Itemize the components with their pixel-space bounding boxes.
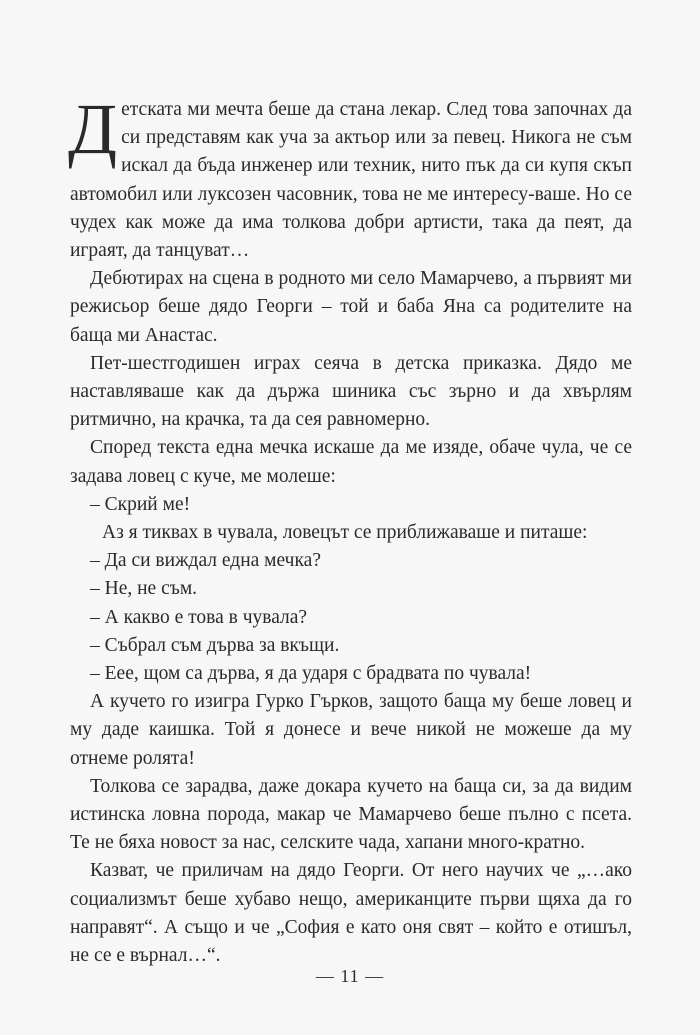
dialogue-line: – Не, не съм. [90,578,198,600]
paragraph-5: А кучето го изигра Гурко Гърков, защото баща му беше ловец и му даде каишка. Той я донесе и вече никой не можеше да му отнеме ролята! [70,691,632,769]
paragraph-1 [68,89,632,265]
paragraph-6: Толкова се зарадва, даже докара кучето на баща си, за да видим истинска ловна порода, макар че Мамарчево беше пълно с псета. Те не бяха новост за нас, селските чада, хапани много-кратно. [70,775,632,854]
paragraph-text: етската ми мечта беше да стана лекар. След това започнах да си представям как уча за актьор или за певец. Никога не съм искал да бъда инженер или техник, нито пък да си купя скъп автомобил или луксозен часовник, това не ме интересу-ваше. Но се чудех как може да има толкова добри артисти, така да пеят, да играят, да танцуват… [70,99,632,262]
page-number: — 11 — [315,966,385,986]
drop-cap: Д [68,89,118,169]
paragraph-3: Пет-шестгодишен играх сеяча в детска приказка. Дядо ме наставляваше как да държа шиника със зърно и да хвърлям ритмично, на крачка, та да сея равномерно. [70,352,632,431]
dialogue-line: – Да си виждал една мечка? [90,550,321,572]
dialogue-line: – Скрий ме! [90,493,191,515]
dialogue-line: – А какво е това в чувала? [90,606,308,628]
page-body [68,89,632,970]
dialogue-line: – Събрал съм дърва за вкъщи. [90,634,340,656]
paragraph-2: Дебютирах на сцена в родното ми село Мамарчево, а първият ми режисьор беше дядо Георги – той и баба Яна са родителите на баща ми Анастас. [70,268,632,346]
paragraph-7: Казват, че приличам на дядо Георги. От него научих че „…ако социализмът беше хубаво нещо, американците първи щяха да го направят“. А също и че „София е като оня свят – който е отишъл, не се е върнал…“. [70,860,632,967]
dialogue-line: – Еее, щом са дърва, я да ударя с брадвата по чувала! [90,663,532,685]
paragraph-4: Според текста една мечка искаше да ме изяде, обаче чула, че се задава ловец с куче, ме молеше: [70,437,632,487]
dialogue-line: Аз я тиквах в чувала, ловецът се приближаваше и питаше: [102,522,588,544]
